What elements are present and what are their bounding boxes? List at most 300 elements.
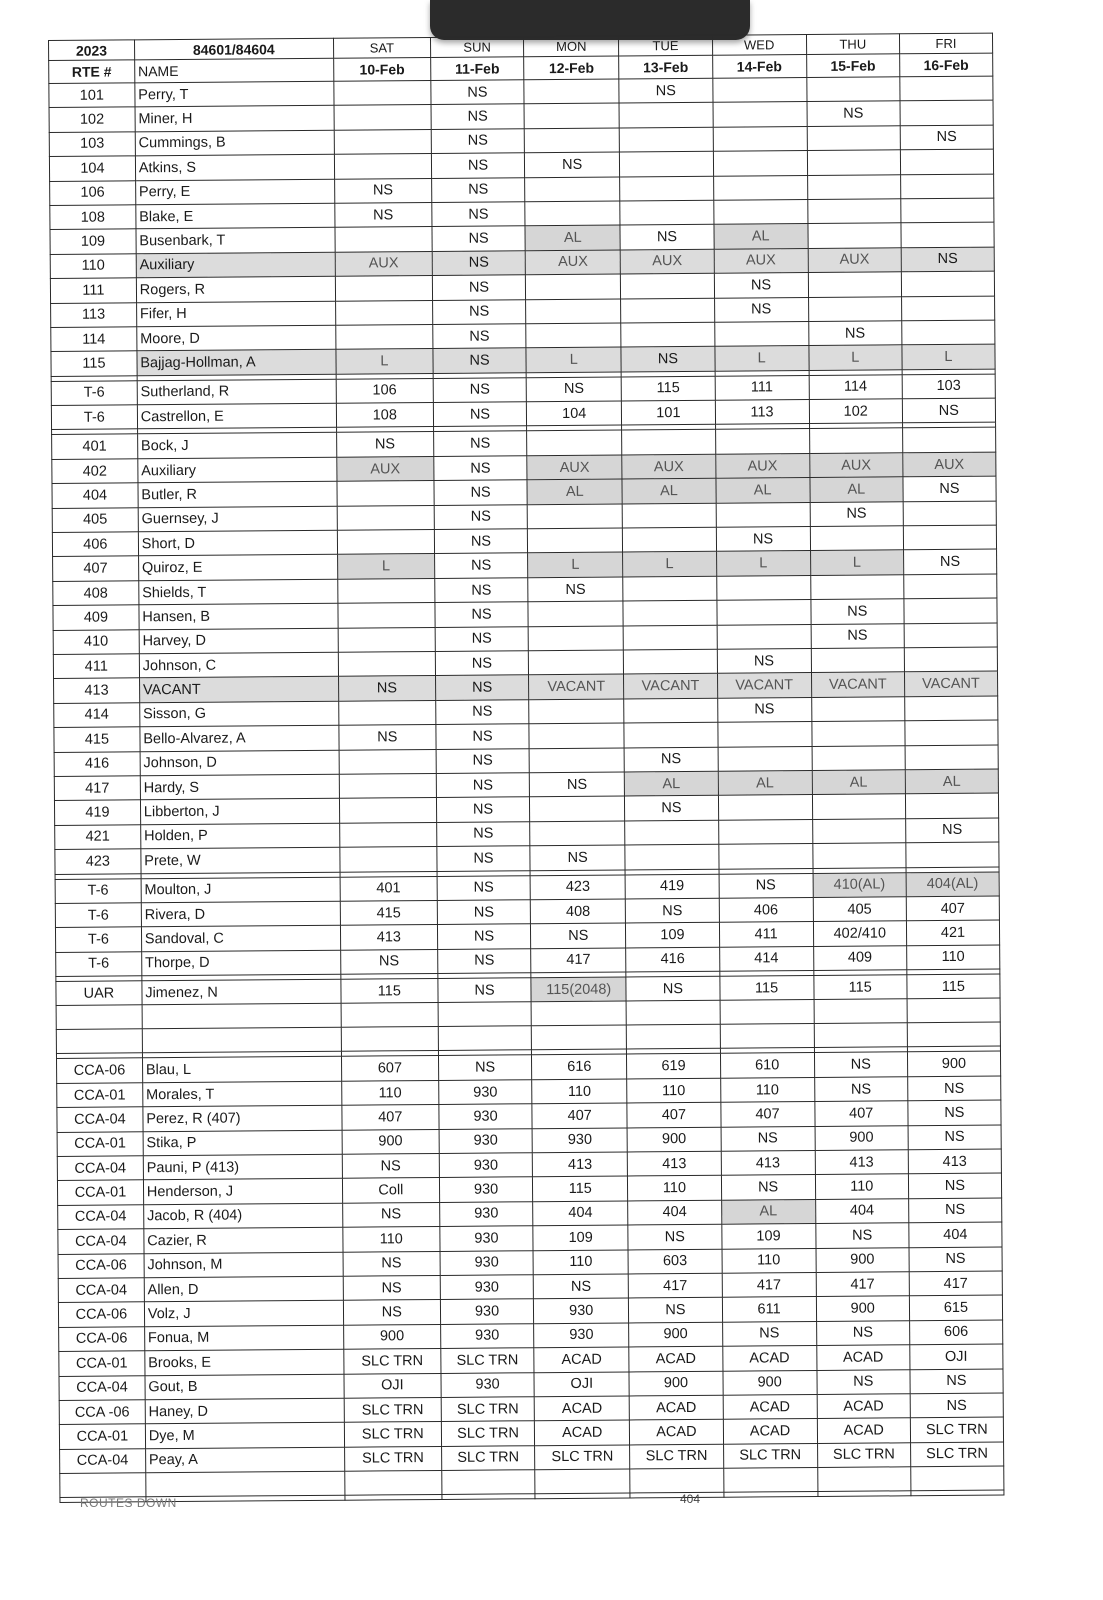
assignment-cell: [718, 746, 812, 771]
assignment-cell: [622, 430, 715, 455]
assignment-cell: [623, 600, 716, 625]
blank-cell: [531, 1025, 626, 1050]
assignment-cell: NS: [432, 202, 525, 227]
assignment-cell: AL: [525, 225, 620, 250]
route-cell: CCA-04: [58, 1278, 144, 1303]
assignment-cell: [624, 649, 717, 674]
route-cell: 109: [50, 229, 136, 254]
date-sat: 10-Feb: [333, 57, 431, 81]
assignment-cell: 114: [809, 374, 902, 399]
assignment-cell: 417: [629, 1273, 722, 1298]
assignment-cell: NS: [901, 247, 994, 272]
assignment-cell: L: [526, 347, 621, 372]
route-cell: 104: [49, 156, 135, 181]
assignment-cell: 423: [530, 874, 625, 899]
assignment-cell: NS: [807, 101, 900, 126]
assignment-cell: NS: [434, 504, 527, 529]
assignment-cell: [811, 648, 904, 673]
assignment-cell: SLC TRN: [344, 1446, 442, 1471]
assignment-cell: [335, 300, 433, 325]
blank-cell: [535, 1469, 630, 1494]
assignment-cell: AUX: [336, 456, 434, 481]
route-cell: T-6: [55, 927, 141, 952]
assignment-cell: 417: [816, 1272, 909, 1297]
assignment-cell: AUX: [525, 250, 620, 275]
assignment-cell: NS: [434, 529, 527, 554]
blank-cell: [720, 1024, 814, 1049]
assignment-cell: NS: [531, 923, 626, 948]
assignment-cell: [808, 223, 901, 248]
assignment-cell: [713, 126, 807, 151]
date-sun: 11-Feb: [431, 57, 524, 81]
date-mon: 12-Feb: [524, 56, 619, 80]
blank-cell: [442, 1470, 535, 1495]
assignment-cell: 104: [526, 401, 621, 426]
assignment-cell: AL: [721, 1199, 815, 1224]
separator-cell: [535, 1493, 630, 1499]
assignment-cell: [718, 819, 812, 844]
assignment-cell: [335, 324, 433, 349]
assignment-cell: L: [714, 346, 808, 371]
assignment-cell: 109: [721, 1224, 815, 1249]
carrier-name-cell: Sisson, G: [140, 701, 339, 727]
route-cell: 406: [52, 532, 138, 557]
assignment-cell: NS: [436, 773, 529, 798]
assignment-cell: 110: [533, 1250, 628, 1275]
assignment-cell: [620, 176, 713, 201]
assignment-cell: SLC TRN: [344, 1397, 442, 1422]
assignment-cell: 900: [816, 1296, 909, 1321]
name-header: NAME: [134, 58, 333, 83]
assignment-cell: 930: [439, 1128, 532, 1153]
assignment-cell: [620, 127, 713, 152]
assignment-cell: NS: [717, 697, 811, 722]
carrier-name-cell: Cummings, B: [135, 130, 334, 156]
assignment-cell: [716, 600, 810, 625]
assignment-cell: 415: [340, 900, 438, 925]
assignment-cell: 115: [814, 975, 907, 1000]
assignment-cell: L: [716, 551, 810, 576]
assignment-cell: 417: [722, 1272, 816, 1297]
assignment-cell: 115: [533, 1176, 628, 1201]
assignment-cell: ACAD: [534, 1396, 629, 1421]
assignment-cell: 421: [906, 920, 999, 945]
carrier-name-cell: Guernsey, J: [138, 506, 337, 532]
assignment-cell: ACAD: [723, 1419, 817, 1444]
carrier-name-cell: Brooks, E: [145, 1349, 344, 1375]
assignment-cell: NS: [902, 398, 995, 423]
assignment-cell: [716, 502, 810, 527]
assignment-cell: ACAD: [534, 1347, 629, 1372]
assignment-cell: NS: [717, 649, 811, 674]
carrier-name-cell: Atkins, S: [135, 154, 334, 180]
route-cell: 103: [49, 132, 135, 157]
assignment-cell: NS: [619, 78, 712, 103]
assignment-cell: [717, 624, 811, 649]
assignment-cell: 900: [816, 1247, 909, 1272]
route-cell: CCA-06: [58, 1253, 144, 1278]
carrier-name-cell: Libberton, J: [140, 799, 339, 825]
assignment-cell: NS: [435, 602, 528, 627]
route-cell: CCA-06: [58, 1302, 144, 1327]
assignment-cell: SLC TRN: [442, 1445, 535, 1470]
assignment-cell: L: [623, 552, 716, 577]
assignment-cell: NS: [431, 153, 524, 178]
rte-header: RTE #: [49, 60, 135, 84]
route-cell: 110: [50, 254, 136, 279]
assignment-cell: NS: [722, 1321, 816, 1346]
assignment-cell: 413: [628, 1151, 721, 1176]
carrier-name-cell: Bello-Alvarez, A: [140, 725, 339, 751]
assignment-cell: [808, 296, 901, 321]
assignment-cell: L: [809, 345, 902, 370]
assignment-cell: NS: [435, 578, 528, 603]
assignment-cell: NS: [436, 700, 529, 725]
assignment-cell: SLC TRN: [441, 1397, 534, 1422]
assignment-cell: [529, 699, 624, 724]
route-cell: T-6: [56, 951, 142, 976]
assignment-cell: AL: [812, 770, 905, 795]
route-cell: CCA-06: [57, 1058, 143, 1083]
assignment-cell: NS: [814, 1052, 907, 1077]
assignment-cell: NS: [342, 1202, 440, 1227]
assignment-cell: 110: [627, 1078, 720, 1103]
blank-cell: [142, 1028, 341, 1054]
assignment-cell: VACANT: [624, 674, 717, 699]
assignment-cell: NS: [438, 948, 531, 973]
carrier-name-cell: Prete, W: [141, 847, 340, 873]
assignment-cell: NS: [434, 431, 527, 456]
assignment-cell: L: [902, 344, 995, 369]
blank-cell: [911, 1466, 1004, 1491]
zone-cell: 84601/84604: [134, 38, 333, 60]
carrier-name-cell: Moulton, J: [141, 877, 340, 903]
blank-cell: [627, 1025, 720, 1050]
assignment-cell: L: [810, 550, 903, 575]
assignment-cell: 111: [715, 375, 809, 400]
assignment-cell: NS: [908, 1100, 1001, 1125]
assignment-cell: 416: [626, 947, 719, 972]
assignment-cell: NS: [626, 898, 719, 923]
assignment-cell: NS: [626, 976, 719, 1001]
assignment-cell: NS: [620, 225, 713, 250]
assignment-cell: [528, 650, 623, 675]
route-cell: 408: [53, 581, 139, 606]
assignment-cell: 930: [440, 1250, 533, 1275]
separator-cell: [442, 1494, 535, 1500]
route-cell: T-6: [51, 380, 137, 405]
separator-cell: [345, 1495, 442, 1501]
assignment-cell: NS: [719, 873, 813, 898]
carrier-name-cell: Hansen, B: [139, 603, 338, 629]
assignment-cell: [338, 651, 436, 676]
blank-cell: [142, 1004, 341, 1030]
carrier-name-cell: Jacob, R (404): [143, 1203, 342, 1229]
assignment-cell: ACAD: [723, 1394, 817, 1419]
blank-cell: [341, 1027, 439, 1052]
assignment-cell: [715, 429, 809, 454]
assignment-cell: 410(AL): [813, 872, 906, 897]
carrier-name-cell: Perez, R (407): [143, 1105, 342, 1131]
assignment-cell: ACAD: [722, 1346, 816, 1371]
assignment-cell: [713, 102, 807, 127]
blank-cell: [56, 1005, 142, 1030]
assignment-cell: 407: [532, 1103, 627, 1128]
assignment-cell: [334, 154, 432, 179]
assignment-cell: [807, 199, 900, 224]
blank-cell: [814, 999, 907, 1024]
route-cell: 106: [50, 180, 136, 205]
assignment-cell: SLC TRN: [343, 1349, 441, 1374]
assignment-cell: NS: [533, 1274, 628, 1299]
assignment-cell: OJI: [534, 1372, 629, 1397]
carrier-name-cell: Bajjag-Hollman, A: [137, 350, 336, 376]
day-tue: TUE: [619, 35, 712, 56]
assignment-cell: [624, 698, 717, 723]
carrier-name-cell: Fonua, M: [144, 1325, 343, 1351]
assignment-cell: [619, 103, 712, 128]
assignment-cell: NS: [808, 321, 901, 346]
assignment-cell: SLC TRN: [535, 1445, 630, 1470]
assignment-cell: [812, 745, 905, 770]
assignment-cell: [810, 526, 903, 551]
assignment-cell: [811, 697, 904, 722]
assignment-cell: NS: [435, 651, 528, 676]
assignment-cell: NS: [908, 1125, 1001, 1150]
assignment-cell: AUX: [621, 249, 714, 274]
assignment-cell: [528, 626, 623, 651]
assignment-cell: NS: [816, 1223, 909, 1248]
carrier-name-cell: Allen, D: [144, 1276, 343, 1302]
blank-cell: [907, 999, 1000, 1024]
assignment-cell: 900: [722, 1370, 816, 1395]
assignment-cell: [902, 428, 995, 453]
assignment-cell: NS: [436, 724, 529, 749]
assignment-cell: AL: [810, 477, 903, 502]
assignment-cell: NS: [810, 501, 903, 526]
carrier-name-cell: Perry, E: [135, 179, 334, 205]
carrier-name-cell: Gout, B: [145, 1374, 344, 1400]
assignment-cell: ACAD: [630, 1395, 723, 1420]
assignment-cell: [339, 773, 437, 798]
assignment-cell: 102: [809, 399, 902, 424]
assignment-cell: 110: [628, 1176, 721, 1201]
assignment-cell: 930: [440, 1299, 533, 1324]
assignment-cell: 417: [909, 1271, 1002, 1296]
assignment-cell: NS: [714, 297, 808, 322]
assignment-cell: [337, 481, 435, 506]
route-cell: 101: [49, 83, 135, 108]
assignment-cell: OJI: [910, 1344, 1003, 1369]
assignment-cell: [716, 575, 810, 600]
assignment-cell: 409: [813, 945, 906, 970]
carrier-name-cell: Short, D: [138, 530, 337, 556]
assignment-cell: SLC TRN: [441, 1348, 534, 1373]
route-cell: CCA-01: [57, 1083, 143, 1108]
routes-down-label: ROUTES DOWN: [80, 1496, 177, 1510]
carrier-name-cell: Morales, T: [143, 1081, 342, 1107]
assignment-cell: 413: [815, 1150, 908, 1175]
assignment-cell: [813, 843, 906, 868]
assignment-cell: [333, 80, 431, 105]
assignment-cell: SLC TRN: [910, 1417, 1003, 1442]
assignment-cell: [717, 722, 811, 747]
carrier-name-cell: Cazier, R: [144, 1227, 343, 1253]
assignment-cell: [524, 103, 619, 128]
assignment-cell: Coll: [342, 1178, 440, 1203]
assignment-cell: [807, 77, 900, 102]
assignment-cell: NS: [432, 275, 525, 300]
assignment-cell: NS: [437, 821, 530, 846]
carrier-name-cell: Sandoval, C: [141, 926, 340, 952]
schedule-table: [48, 33, 1004, 1503]
assignment-cell: 109: [626, 923, 719, 948]
blank-cell: [344, 1471, 442, 1496]
schedule-sheet: [48, 32, 1103, 1565]
route-cell: 409: [53, 605, 139, 630]
assignment-cell: AUX: [903, 452, 996, 477]
assignment-cell: [340, 847, 438, 872]
assignment-cell: [809, 428, 902, 453]
route-cell: CCA-04: [58, 1229, 144, 1254]
assignment-cell: 413: [340, 925, 438, 950]
carrier-name-cell: Quiroz, E: [138, 555, 337, 581]
assignment-cell: NS: [908, 1198, 1001, 1223]
assignment-cell: AL: [527, 479, 622, 504]
carrier-name-cell: Auxiliary: [138, 457, 337, 483]
assignment-cell: 408: [530, 899, 625, 924]
assignment-cell: [623, 527, 716, 552]
assignment-cell: 900: [907, 1052, 1000, 1077]
assignment-cell: SLC TRN: [441, 1421, 534, 1446]
assignment-cell: NS: [433, 348, 526, 373]
route-cell: 102: [49, 107, 135, 132]
assignment-cell: 930: [439, 1177, 532, 1202]
assignment-cell: 930: [439, 1153, 532, 1178]
assignment-cell: [903, 501, 996, 526]
assignment-cell: AL: [622, 479, 715, 504]
assignment-cell: [620, 200, 713, 225]
assignment-cell: [904, 623, 997, 648]
assignment-cell: [807, 126, 900, 151]
carrier-name-cell: Rivera, D: [141, 901, 340, 927]
assignment-cell: [900, 100, 993, 125]
assignment-cell: 115: [719, 976, 813, 1001]
assignment-cell: 930: [440, 1275, 533, 1300]
carrier-name-cell: Volz, J: [144, 1301, 343, 1327]
assignment-cell: [905, 720, 998, 745]
assignment-cell: [337, 505, 435, 530]
assignment-cell: AUX: [714, 248, 808, 273]
assignment-cell: 401: [340, 876, 438, 901]
assignment-cell: [624, 722, 717, 747]
assignment-cell: [623, 503, 716, 528]
assignment-cell: AL: [715, 478, 809, 503]
assignment-cell: [334, 105, 432, 130]
assignment-cell: NS: [435, 553, 528, 578]
assignment-cell: NS: [343, 1251, 441, 1276]
assignment-cell: 619: [627, 1054, 720, 1079]
assignment-cell: SLC TRN: [630, 1444, 723, 1469]
blank-cell: [723, 1468, 817, 1493]
assignment-cell: [337, 530, 435, 555]
date-fri: 16-Feb: [899, 53, 992, 77]
carrier-name-cell: Johnson, C: [139, 652, 338, 678]
route-cell: CCA-04: [57, 1107, 143, 1132]
assignment-cell: SLC TRN: [723, 1443, 817, 1468]
assignment-cell: NS: [433, 324, 526, 349]
route-cell: 419: [54, 800, 140, 825]
assignment-cell: NS: [529, 772, 624, 797]
assignment-cell: [337, 578, 435, 603]
assignment-cell: 110: [906, 945, 999, 970]
route-cell: T-6: [55, 878, 141, 903]
assignment-cell: 110: [815, 1174, 908, 1199]
assignment-cell: NS: [721, 1175, 815, 1200]
route-cell: CCA-01: [59, 1351, 145, 1376]
route-cell: UAR: [56, 981, 142, 1006]
assignment-cell: SLC TRN: [817, 1442, 910, 1467]
assignment-cell: NS: [334, 202, 432, 227]
assignment-cell: 615: [909, 1295, 1002, 1320]
assignment-cell: 110: [341, 1080, 439, 1105]
carrier-name-cell: Blake, E: [136, 203, 335, 229]
blank-cell: [438, 1026, 531, 1051]
route-cell: T-6: [55, 903, 141, 928]
route-cell: 414: [54, 703, 140, 728]
assignment-cell: 115(2048): [531, 977, 626, 1002]
assignment-cell: [901, 296, 994, 321]
assignment-cell: 113: [715, 400, 809, 425]
carrier-name-cell: Butler, R: [138, 481, 337, 507]
assignment-cell: VACANT: [904, 671, 997, 696]
assignment-cell: AUX: [715, 453, 809, 478]
assignment-cell: [718, 844, 812, 869]
assignment-cell: VACANT: [717, 673, 811, 698]
assignment-cell: NS: [716, 527, 810, 552]
carrier-name-cell: Perry, T: [135, 81, 334, 107]
assignment-cell: 930: [440, 1202, 533, 1227]
assignment-cell: NS: [721, 1126, 815, 1151]
assignment-cell: AL: [718, 770, 812, 795]
blank-cell: [720, 1000, 814, 1025]
assignment-cell: NS: [817, 1369, 910, 1394]
blank-cell: [907, 1023, 1000, 1048]
assignment-cell: [903, 525, 996, 550]
assignment-cell: ACAD: [534, 1420, 629, 1445]
assignment-cell: NS: [339, 725, 437, 750]
assignment-cell: NS: [435, 626, 528, 651]
assignment-cell: [335, 276, 433, 301]
assignment-cell: NS: [338, 676, 436, 701]
day-sun: SUN: [430, 37, 523, 58]
assignment-cell: 419: [625, 874, 718, 899]
assignment-cell: [525, 274, 620, 299]
assignment-cell: 930: [441, 1323, 534, 1348]
day-mon: MON: [524, 36, 619, 57]
assignment-cell: [338, 627, 436, 652]
assignment-cell: SLC TRN: [344, 1422, 442, 1447]
assignment-cell: [525, 177, 620, 202]
assignment-cell: 611: [722, 1297, 816, 1322]
assignment-cell: 930: [441, 1372, 534, 1397]
assignment-cell: NS: [438, 1055, 531, 1080]
assignment-cell: [900, 149, 993, 174]
assignment-cell: NS: [905, 818, 998, 843]
route-cell: 402: [52, 459, 138, 484]
carrier-name-cell: Haney, D: [145, 1398, 344, 1424]
assignment-cell: [621, 322, 714, 347]
